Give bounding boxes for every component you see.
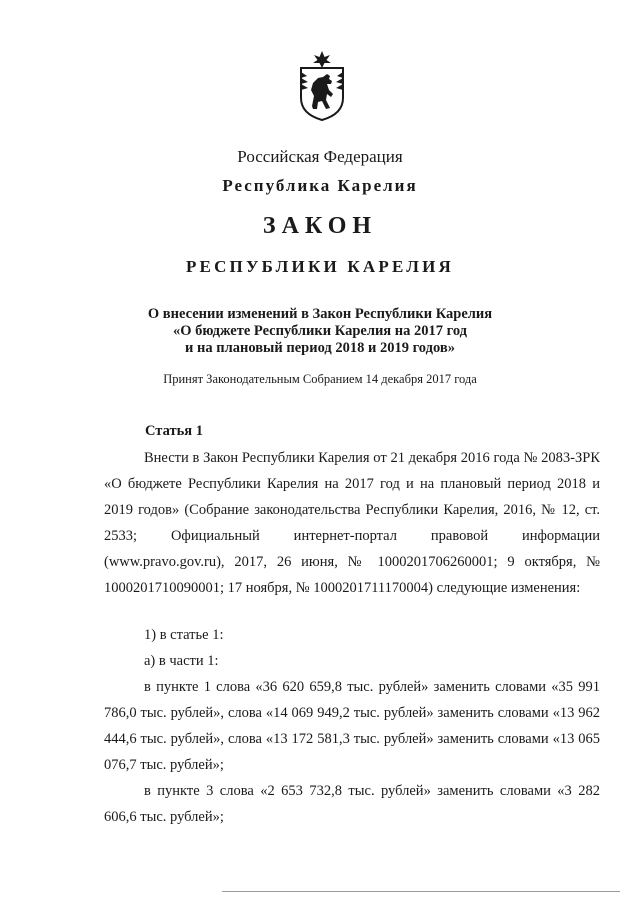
karelia-coat-of-arms-icon xyxy=(296,50,348,122)
article-paragraph: 1) в статье 1: xyxy=(144,627,224,643)
republic-name: Республика Карелия xyxy=(222,176,418,195)
article-heading: Статья 1 xyxy=(145,423,203,439)
adoption-note: Принят Законодательным Собранием 14 декабря 2017 года xyxy=(163,372,477,386)
law-name xyxy=(0,306,640,357)
article-paragraph: в пункте 1 слова «36 620 659,8 тыс. рублей» заменить словами «35 991 786,0 тыс. рублей», слова «14 069 949,2 тыс. рублей» заменить словами «13 962 444,6 тыс. рублей», слова «13 172 581,3 тыс. рублей» заменить словами «13 065 076,7 тыс. рублей»; xyxy=(104,679,600,773)
country-name: Российская Федерация xyxy=(237,147,403,166)
law-name-line: «О бюджете Республики Карелия на 2017 год xyxy=(172,323,468,339)
law-name-line: и на плановый период 2018 и 2019 годов» xyxy=(185,340,455,356)
document-title: ЗАКОН xyxy=(262,213,378,239)
law-name-line: О внесении изменений в Закон Республики Карелия xyxy=(147,306,493,322)
page-edge-line xyxy=(222,891,620,892)
article-paragraph: а) в части 1: xyxy=(144,653,219,669)
article-paragraph: в пункте 3 слова «2 653 732,8 тыс. рублей» заменить словами «3 282 606,6 тыс. рублей»; xyxy=(104,783,600,825)
article-paragraph: Внести в Закон Республики Карелия от 21 декабря 2016 года № 2083-ЗРК «О бюджете Республики Карелия на 2017 год и на плановый период 2018 и 2019 годов» (Собрание законодательства Республики Карелия, 2016, № 12, ст. 2533; Официальный интернет-портал правовой информации (www.pravo.gov.ru), 2017, 26 июня, № 1000201706260001; 9 октября, № 1000201710090001; 17 ноября, № 1000201711170004) следующие изменения: xyxy=(104,450,600,596)
document-subtitle: РЕСПУБЛИКИ КАРЕЛИЯ xyxy=(185,257,455,276)
